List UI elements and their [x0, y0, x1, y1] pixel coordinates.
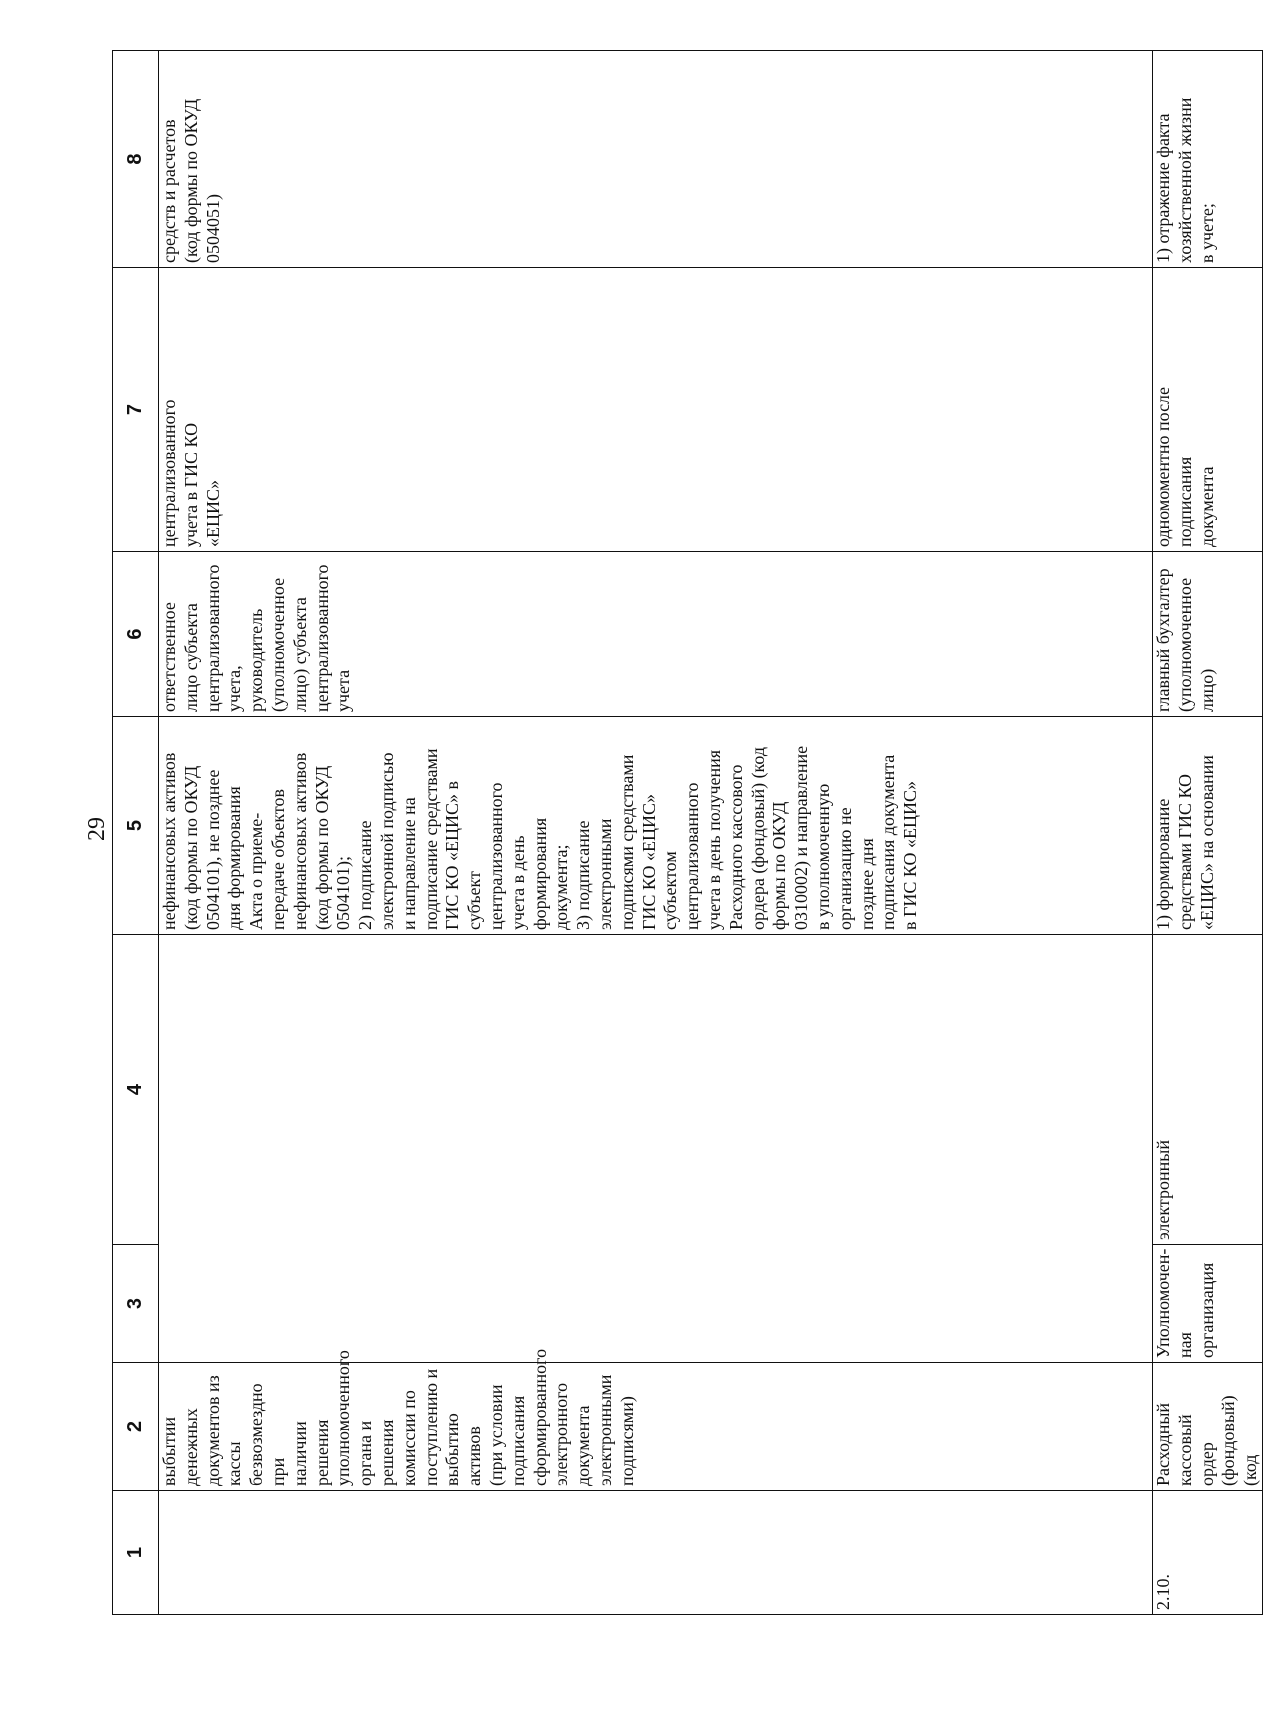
cell-number — [159, 1491, 1153, 1615]
column-header-5: 5 — [113, 717, 159, 935]
rotated-table-wrapper — [112, 51, 1261, 1615]
cell-number: 2.10. — [1153, 1491, 1263, 1615]
cell-document-name: Расходный кассовый ордер (фондовый) (код — [1153, 1363, 1263, 1491]
cell-deadline: централизованного учета в ГИС КО «ЕЦИС» — [159, 268, 1153, 552]
column-header-7: 7 — [113, 268, 159, 552]
cell-document-form: электронный — [1153, 935, 1263, 1245]
column-header-2: 2 — [113, 1363, 159, 1491]
table-row — [159, 51, 1153, 1615]
document-table — [112, 50, 1263, 1615]
column-header-3: 3 — [113, 1245, 159, 1363]
column-header-6: 6 — [113, 552, 159, 717]
column-header-1: 1 — [113, 1491, 159, 1615]
column-header-8: 8 — [113, 51, 159, 268]
column-header-4: 4 — [113, 935, 159, 1245]
cell-responsible-org: Уполномочен- ная организация — [1153, 1245, 1263, 1363]
table-header-row — [113, 51, 159, 1615]
cell-responsible-org — [159, 1245, 1153, 1363]
cell-deadline: одномоментно после подписания документа — [1153, 268, 1263, 552]
cell-signatory: ответственное лицо субъекта централизованного учета, руководитель (уполномоченное лицо) субъекта централизованного учета — [159, 552, 1153, 717]
cell-signatory: главный бухгалтер (уполномоченное лицо) — [1153, 552, 1263, 717]
cell-procedure: нефинансовых активов (код формы по ОКУД 0504101), не позднее дня формирования Акта о приеме- передаче объектов нефинансовых активов (код формы по ОКУД 0504101); 2) подписание электронной подписью и направление на подписание средствами ГИС КО «ЕЦИС» в субъект централизованного учета в день формирования документа; 3) подписание электронными подписями средствами ГИС КО «ЕЦИС» субъектом централизованного учета в день получения Расходного кассового ордера (фондовый) (код формы по ОКУД 0310002) и направление в уполномоченную организацию не позднее дня подписания документа в ГИС КО «ЕЦИС» — [159, 717, 1153, 935]
cell-document-form — [159, 935, 1153, 1245]
cell-procedure: 1) формирование средствами ГИС КО «ЕЦИС» на основании — [1153, 717, 1263, 935]
cell-result: 1) отражение факта хозяйственной жизни в учете; — [1153, 51, 1263, 268]
page-number: 29 — [84, 817, 110, 841]
table-row — [1153, 51, 1263, 1615]
cell-result: средств и расчетов (код формы по ОКУД 0504051) — [159, 51, 1153, 268]
cell-document-name: выбытии денежных документов из кассы безвозмездно при наличии решения уполномоченного органа и решения комиссии по поступлению и выбытию активов (при условии подписания сформированного электронного документа электронными подписями) — [159, 1363, 1153, 1491]
